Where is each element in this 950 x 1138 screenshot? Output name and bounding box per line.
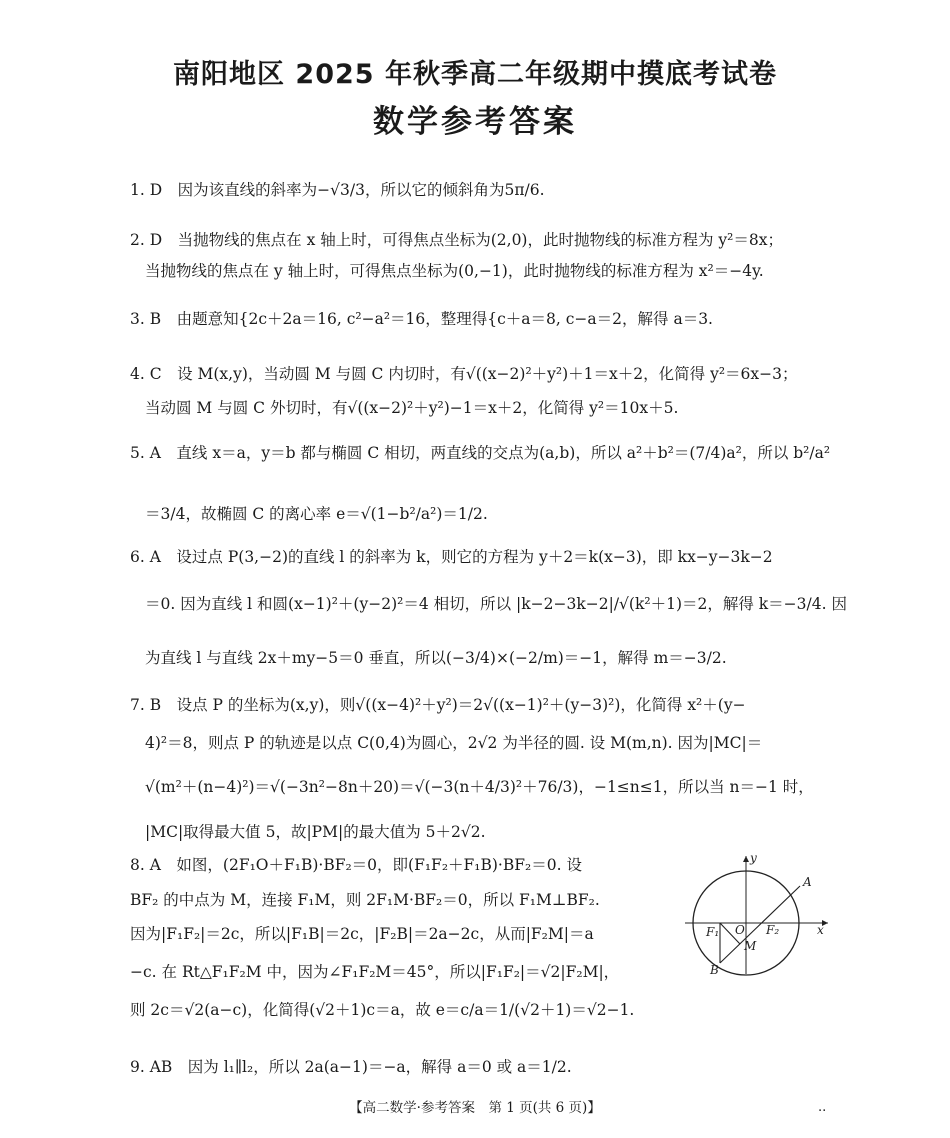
answer-6-line-3: 为直线 l 与直线 2x＋my−5＝0 垂直，所以(−3/4)×(−2/m)＝−1，解得 m＝−3/2.	[145, 649, 727, 667]
answer-7-line-2: 4)²＝8，则点 P 的轨迹是以点 C(0,4)为圆心，2√2 为半径的圆. 设 M(m,n). 因为|MC|＝	[145, 734, 763, 752]
label-x: x	[817, 923, 824, 937]
answer-7-line-3: √(m²＋(n−4)²)＝√(−3n²−8n＋20)＝√(−3(n＋4/3)²＋76/3)，−1≤n≤1，所以当 n＝−1 时，	[145, 778, 814, 796]
label-f1: F₁	[706, 925, 720, 939]
answer-3-line-1: 3. B 由题意知{2c＋2a＝16, c²−a²＝16，整理得{c＋a＝8, c−a＝2，解得 a＝3.	[130, 310, 713, 328]
page-footer: 【高二数学·参考答案 第 1 页(共 6 页)】	[349, 1100, 601, 1116]
label-a: A	[803, 875, 812, 889]
answer-8-line-4: −c. 在 Rt△F₁F₂M 中，因为∠F₁F₂M＝45°，所以|F₁F₂|＝√2|F₂M|，	[130, 963, 620, 981]
answer-5-line-2: ＝3/4，故椭圆 C 的离心率 e＝√(1−b²/a²)＝1/2.	[145, 505, 488, 523]
answer-8-line-1: 8. A 如图，(2F₁O＋F₁B)·BF₂＝0，即(F₁F₂＋F₁B)·BF₂＝0. 设	[130, 856, 582, 874]
answer-8-line-3: 因为|F₁F₂|＝2c，所以|F₁B|＝2c，|F₂B|＝2a−2c，从而|F₂M|＝a	[130, 925, 594, 943]
segment-b-a	[720, 886, 800, 963]
answer-7-line-4: |MC|取得最大值 5，故|PM|的最大值为 5＋2√2.	[145, 823, 486, 841]
answer-8-line-5: 则 2c＝√2(a−c)，化简得(√2＋1)c＝a，故 e＝c/a＝1/(√2＋1)＝√2−1.	[130, 1001, 635, 1019]
ellipse-figure	[680, 848, 835, 978]
answer-9-line-1: 9. AB 因为 l₁∥l₂，所以 2a(a−1)＝−a，解得 a＝0 或 a＝1/2.	[130, 1058, 572, 1076]
answer-7-line-1: 7. B 设点 P 的坐标为(x,y)，则√((x−4)²＋y²)＝2√((x−1)²＋(y−3)²)，化简得 x²＋(y−	[130, 696, 746, 714]
label-o: O	[735, 923, 745, 937]
label-y: y	[750, 851, 757, 865]
label-f2: F₂	[766, 923, 780, 937]
answer-4-line-2: 当动圆 M 与圆 C 外切时，有√((x−2)²＋y²)−1＝x＋2，化简得 y²＝10x＋5.	[145, 399, 679, 417]
footer-mark: ..	[818, 1100, 827, 1115]
label-b: B	[710, 963, 719, 977]
page-title: 南阳地区 2025 年秋季高二年级期中摸底考试卷	[173, 59, 777, 90]
page-subtitle: 数学参考答案	[373, 104, 577, 140]
answer-5-line-1: 5. A 直线 x＝a，y＝b 都与椭圆 C 相切，两直线的交点为(a,b)，所以 a²＋b²＝(7/4)a²，所以 b²/a²	[130, 444, 831, 462]
label-m: M	[744, 939, 757, 953]
answer-2-line-1: 2. D 当抛物线的焦点在 x 轴上时，可得焦点坐标为(2,0)，此时抛物线的标准方程为 y²＝8x；	[130, 231, 783, 249]
answer-6-line-2: ＝0. 因为直线 l 和圆(x−1)²＋(y−2)²＝4 相切，所以 |k−2−3k−2|/√(k²＋1)＝2，解得 k＝−3/4. 因	[145, 595, 847, 613]
answer-2-line-2: 当抛物线的焦点在 y 轴上时，可得焦点坐标为(0,−1)，此时抛物线的标准方程为 x²＝−4y.	[145, 262, 764, 280]
answer-8-line-2: BF₂ 的中点为 M，连接 F₁M，则 2F₁M·BF₂＝0，所以 F₁M⊥BF₂.	[130, 891, 600, 909]
answer-6-line-1: 6. A 设过点 P(3,−2)的直线 l 的斜率为 k，则它的方程为 y＋2＝k(x−3)，即 kx−y−3k−2	[130, 548, 773, 566]
answer-4-line-1: 4. C 设 M(x,y)，当动圆 M 与圆 C 内切时，有√((x−2)²＋y²)＋1＝x＋2，化简得 y²＝6x−3；	[130, 365, 798, 383]
answer-1-line-1: 1. D 因为该直线的斜率为−√3/3，所以它的倾斜角为5π/6.	[130, 181, 545, 199]
